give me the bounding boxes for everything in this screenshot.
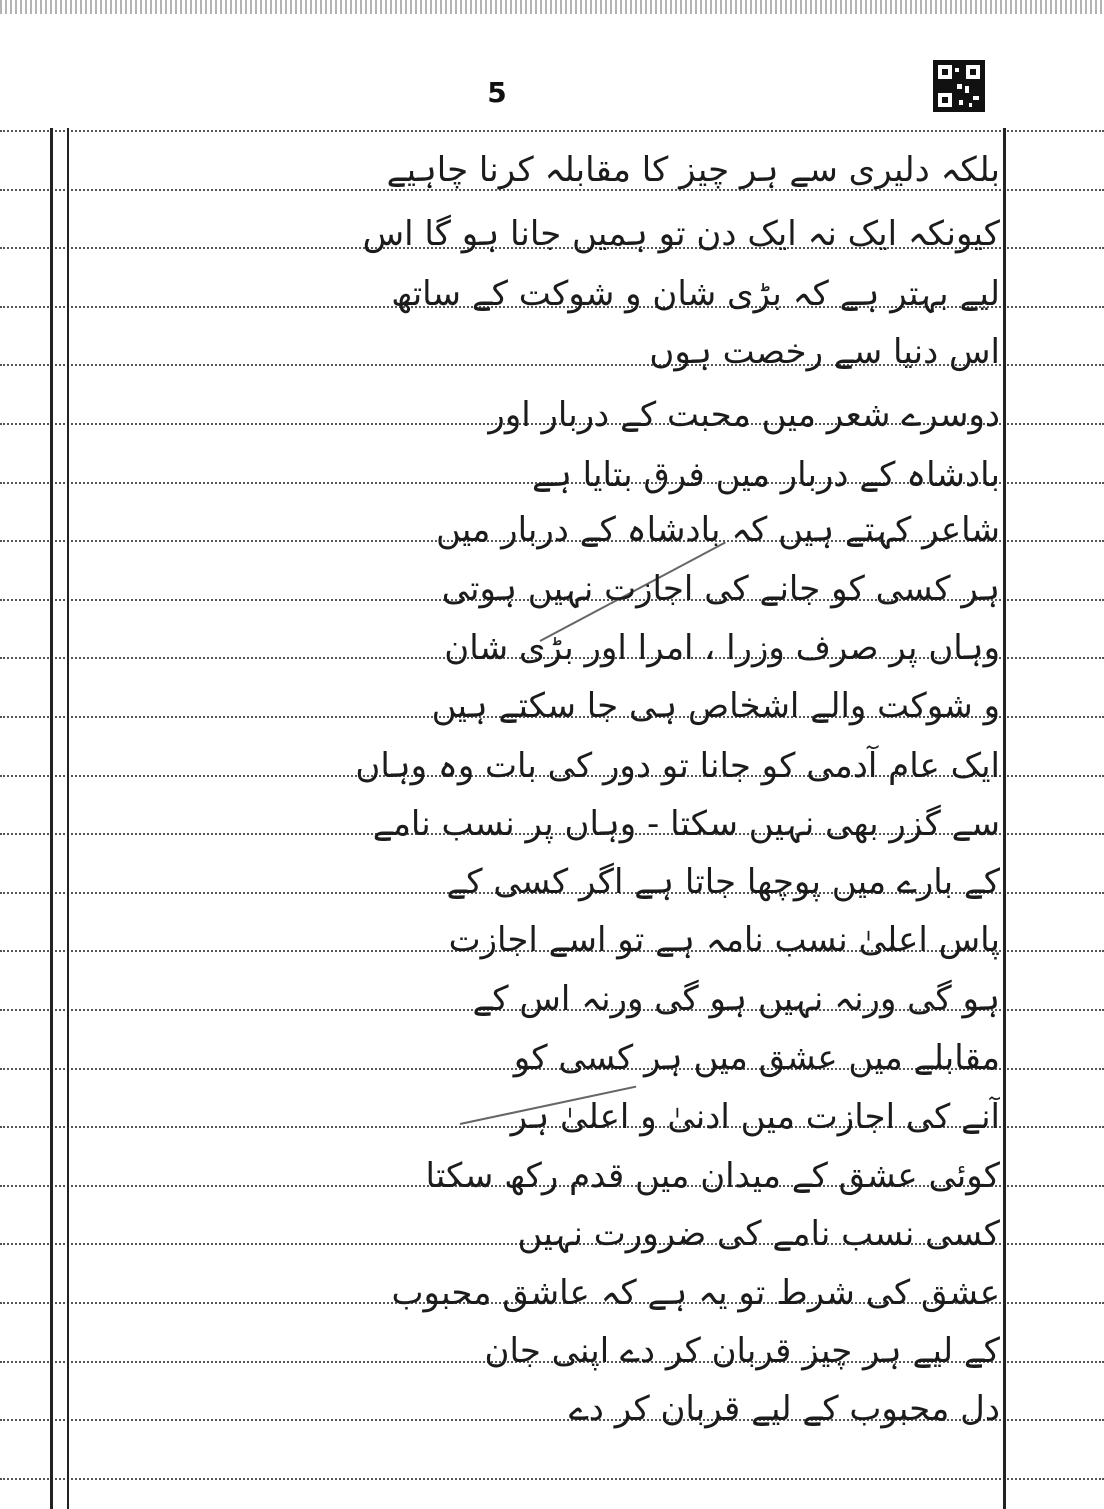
handwritten-line: بلکہ دلیری سے ہر چیز کا مقابلہ کرنا چاہیے — [386, 150, 1000, 190]
qr-code-icon — [933, 60, 985, 112]
handwritten-line: اس دنیا سے رخصت ہوں — [649, 332, 1000, 372]
handwritten-line: کیونکہ ایک نہ ایک دن تو ہمیں جانا ہو گا اس — [362, 214, 1000, 254]
handwritten-line: دل محبوب کے لیے قربان کر دے — [568, 1389, 1000, 1429]
left-margin-line — [50, 128, 53, 1509]
handwritten-line: عشق کی شرط تو یہ ہے کہ عاشق محبوب — [391, 1273, 1000, 1313]
handwritten-line: آنے کی اجازت میں ادنیٰ و اعلیٰ ہر — [510, 1097, 1000, 1137]
handwritten-line: کے بارے میں پوچھا جاتا ہے اگر کسی کے — [446, 862, 1000, 902]
handwritten-line: لیے بہتر ہے کہ بڑی شان و شوکت کے ساتھ — [391, 274, 1000, 314]
handwritten-line: سے گزر بھی نہیں سکتا - وہاں پر نسب نامے — [372, 804, 1000, 844]
handwritten-line: وہاں پر صرف وزرا ، امرا اور بڑی شان — [444, 628, 1000, 668]
handwritten-line: کوئی عشق کے میدان میں قدم رکھ سکتا — [425, 1156, 1000, 1196]
ruled-line — [0, 1478, 1104, 1480]
handwritten-line: ہو گی ورنہ نہیں ہو گی ورنہ اس کے — [472, 979, 1000, 1019]
ruled-line — [0, 130, 1104, 132]
handwritten-line: مقابلے میں عشق میں ہر کسی کو — [513, 1038, 1000, 1078]
page-top-edge — [0, 0, 1104, 14]
handwritten-line: ایک عام آدمی کو جانا تو دور کی بات وہ وہاں — [355, 746, 1000, 786]
handwritten-line: کسی نسب نامے کی ضرورت نہیں — [517, 1214, 1000, 1254]
handwritten-line: دوسرے شعر میں محبت کے دربار اور — [488, 395, 1000, 435]
handwritten-line: کے لیے ہر چیز قربان کر دے اپنی جان — [484, 1331, 1000, 1371]
left-margin-line-inner — [67, 128, 69, 1509]
handwritten-line: پاس اعلیٰ نسب نامہ ہے تو اسے اجازت — [448, 920, 1000, 960]
handwritten-line: ہر کسی کو جانے کی اجازت نہیں ہوتی — [441, 569, 1000, 609]
page-number: 5 — [487, 76, 507, 109]
handwritten-line: بادشاہ کے دربار میں فرق بتایا ہے — [532, 455, 1000, 495]
handwritten-line: و شوکت والے اشخاص ہی جا سکتے ہیں — [431, 686, 1000, 726]
handwritten-line: شاعر کہتے ہیں کہ بادشاہ کے دربار میں — [435, 510, 1000, 550]
right-margin-line — [1003, 128, 1006, 1509]
